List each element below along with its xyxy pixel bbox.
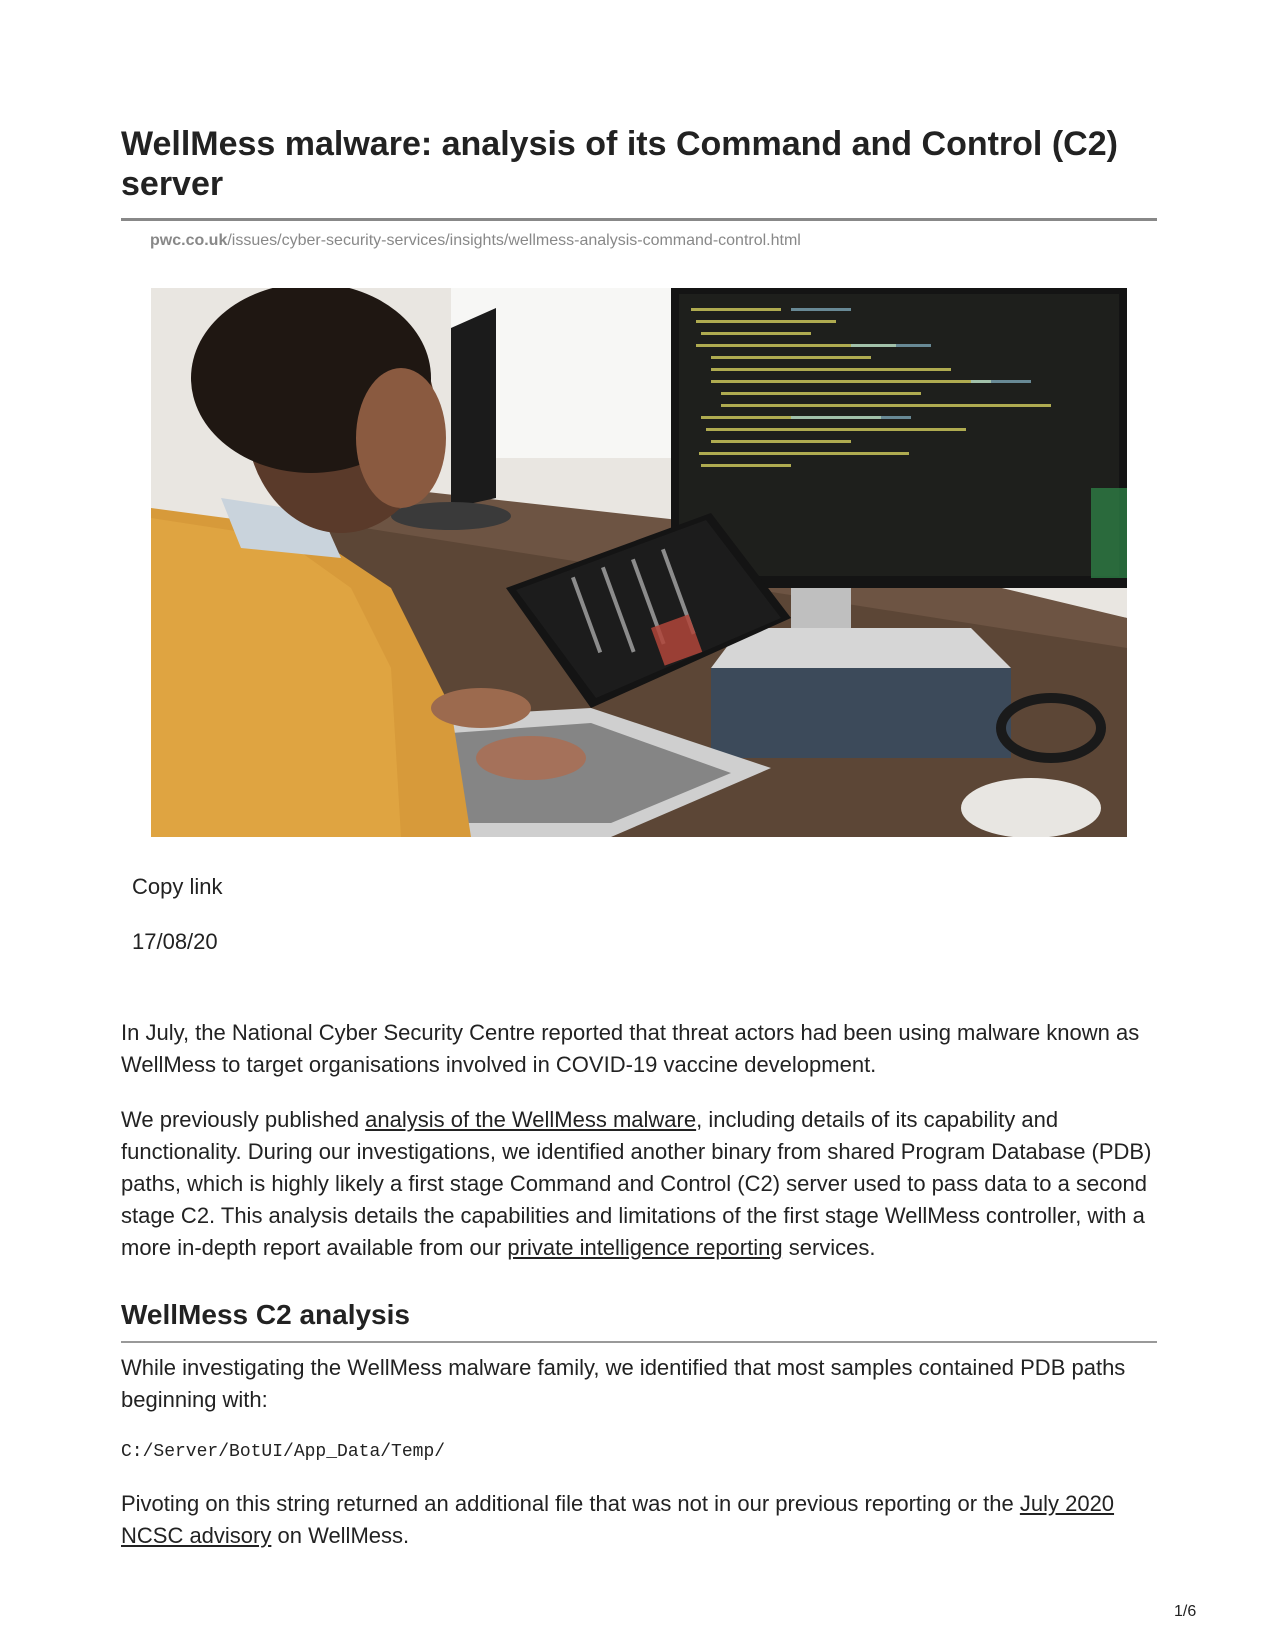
page-title: WellMess malware: analysis of its Command and Control (C2) server: [121, 125, 1118, 203]
p2-text-middle: , including details of its capability and functionality. During our investigations, we identified another binary from shared Program Database (PDB) paths, which is highly likely a first stage Command and Control (C2) server used to pass data to a second stage C2. This analysis details the capabilities and limitations of the first stage WellMess controller, with a more in-depth report available from our: [121, 1107, 1152, 1260]
p4-text-before: Pivoting on this string returned an additional file that was not in our previous reporting or the: [121, 1491, 1020, 1516]
pivot-paragraph: [121, 1488, 1157, 1552]
p2-text-before: We previously published: [121, 1107, 366, 1132]
section-divider: [121, 1341, 1157, 1343]
page-number: 1/6: [1174, 1603, 1197, 1620]
publish-date: 17/08/20: [132, 929, 218, 954]
ncsc-advisory-link[interactable]: July 2020 NCSC advisory: [121, 1491, 1115, 1548]
url-domain: pwc.co.uk: [150, 232, 228, 249]
copy-link-button[interactable]: Copy link: [132, 874, 223, 899]
analysis-paragraph: [121, 1104, 1157, 1264]
section-heading: WellMess C2 analysis: [121, 1299, 410, 1330]
p2-text-after: services.: [782, 1235, 876, 1260]
title-divider: [121, 218, 1157, 221]
document-page: [121, 0, 1157, 1650]
p4-text-after: on WellMess.: [271, 1523, 410, 1548]
hero-image: [151, 288, 1127, 837]
pdb-path-code: C:/Server/BotUI/App_Data/Temp/: [121, 1442, 446, 1462]
wellmess-analysis-link[interactable]: analysis of the WellMess malware: [365, 1107, 697, 1132]
intro-paragraph: In July, the National Cyber Security Centre reported that threat actors had been using malware known as WellMess to target organisations involved in COVID-19 vaccine development.: [121, 1020, 1140, 1077]
pdb-paragraph: While investigating the WellMess malware family, we identified that most samples contained PDB paths beginning with:: [121, 1355, 1126, 1412]
private-intelligence-link[interactable]: private intelligence reporting: [507, 1235, 783, 1260]
source-url[interactable]: [150, 231, 801, 251]
url-path: /issues/cyber-security-services/insights/wellmess-analysis-command-control.html: [227, 232, 801, 249]
